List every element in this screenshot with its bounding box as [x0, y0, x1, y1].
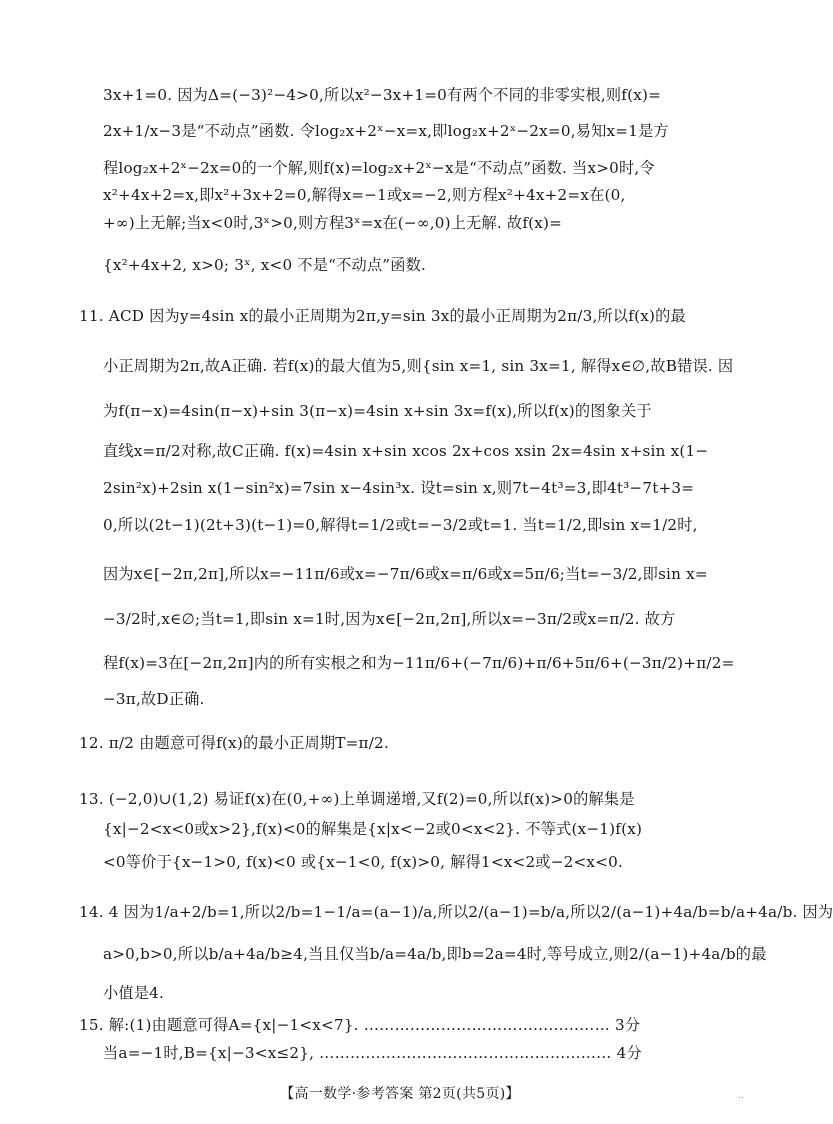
text-line: 小值是4. [103, 984, 165, 1002]
text-line: 0,所以(2t−1)(2t+3)(t−1)=0,解得t=1/2或t=−3/2或t=1. 当t=1/2,即sin x=1/2时, [103, 516, 698, 534]
text-line: <0等价于{x−1>0, f(x)<0 或{x−1<0, f(x)>0, 解得1<x<2或−2<x<0. [103, 853, 623, 871]
text-line: 因为x∈[−2π,2π],所以x=−11π/6或x=−7π/6或x=π/6或x=5π/6;当t=−3/2,即sin x= [103, 565, 708, 583]
text-line: {x²+4x+2, x>0; 3ˣ, x<0 不是“不动点”函数. [103, 256, 427, 274]
text-line: a>0,b>0,所以b/a+4a/b≥4,当且仅当b/a=4a/b,即b=2a=4时,等号成立,则2/(a−1)+4a/b的最 [103, 945, 767, 963]
text-line: 2x+1/x−3是“不动点”函数. 令log₂x+2ˣ−x=x,即log₂x+2ˣ−2x=0,易知x=1是方 [103, 122, 669, 140]
text-line: −3π,故D正确. [103, 690, 205, 708]
answer-14-line: 14. 4 因为1/a+2/b=1,所以2/b=1−1/a=(a−1)/a,所以2/(a−1)=b/a,所以2/(a−1)+4a/b=b/a+4a/b. 因为 [79, 903, 833, 921]
text-line: 小正周期为2π,故A正确. 若f(x)的最大值为5,则{sin x=1, sin 3x=1, 解得x∈∅,故B错误. 因 [103, 357, 734, 375]
answer-13-line: 13. (−2,0)∪(1,2) 易证f(x)在(0,+∞)上单调递增,又f(2)=0,所以f(x)>0的解集是 [79, 790, 635, 808]
text-line: 为f(π−x)=4sin(π−x)+sin 3(π−x)=4sin x+sin 3x=f(x),所以f(x)的图象关于 [103, 402, 652, 420]
text-line: x²+4x+2=x,即x²+3x+2=0,解得x=−1或x=−2,则方程x²+4x+2=x在(0, [103, 186, 626, 204]
text-line: {x|−2<x<0或x>2},f(x)<0的解集是{x|x<−2或0<x<2}. 不等式(x−1)f(x) [103, 820, 643, 838]
text-line: 程log₂x+2ˣ−2x=0的一个解,则f(x)=log₂x+2ˣ−x是“不动点”函数. 当x>0时,令 [103, 159, 655, 177]
page-footer: 【高一数学·参考答案 第2页(共5页)】 [280, 1086, 520, 1102]
answer-11-line: 11. ACD 因为y=4sin x的最小正周期为2π,y=sin 3x的最小正周期为2π/3,所以f(x)的最 [79, 307, 686, 325]
text-line: 3x+1=0. 因为Δ=(−3)²−4>0,所以x²−3x+1=0有两个不同的非零实根,则f(x)= [103, 86, 662, 104]
text-line: 程f(x)=3在[−2π,2π]内的所有实根之和为−11π/6+(−7π/6)+π/6+5π/6+(−3π/2)+π/2= [103, 654, 735, 672]
text-line: 直线x=π/2对称,故C正确. f(x)=4sin x+sin xcos 2x+cos xsin 2x=4sin x+sin x(1− [103, 442, 709, 460]
text-line: 当a=−1时,B={x|−3<x≤2}, ………………………………………………… 4分 [103, 1044, 642, 1062]
answer-12-line: 12. π/2 由题意可得f(x)的最小正周期T=π/2. [79, 734, 389, 752]
text-line: −3/2时,x∈∅;当t=1,即sin x=1时,因为x∈[−2π,2π],所以x=−3π/2或x=π/2. 故方 [103, 610, 676, 628]
corner-mark: .. [737, 1090, 744, 1101]
answer-15-line: 15. 解:(1)由题意可得A={x|−1<x<7}. ………………………………………… 3分 [79, 1016, 641, 1034]
text-line: 2sin²x)+2sin x(1−sin²x)=7sin x−4sin³x. 设t=sin x,则7t−4t³=3,即4t³−7t+3= [103, 479, 695, 497]
text-line: +∞)上无解;当x<0时,3ˣ>0,则方程3ˣ=x在(−∞,0)上无解. 故f(x)= [103, 214, 563, 232]
